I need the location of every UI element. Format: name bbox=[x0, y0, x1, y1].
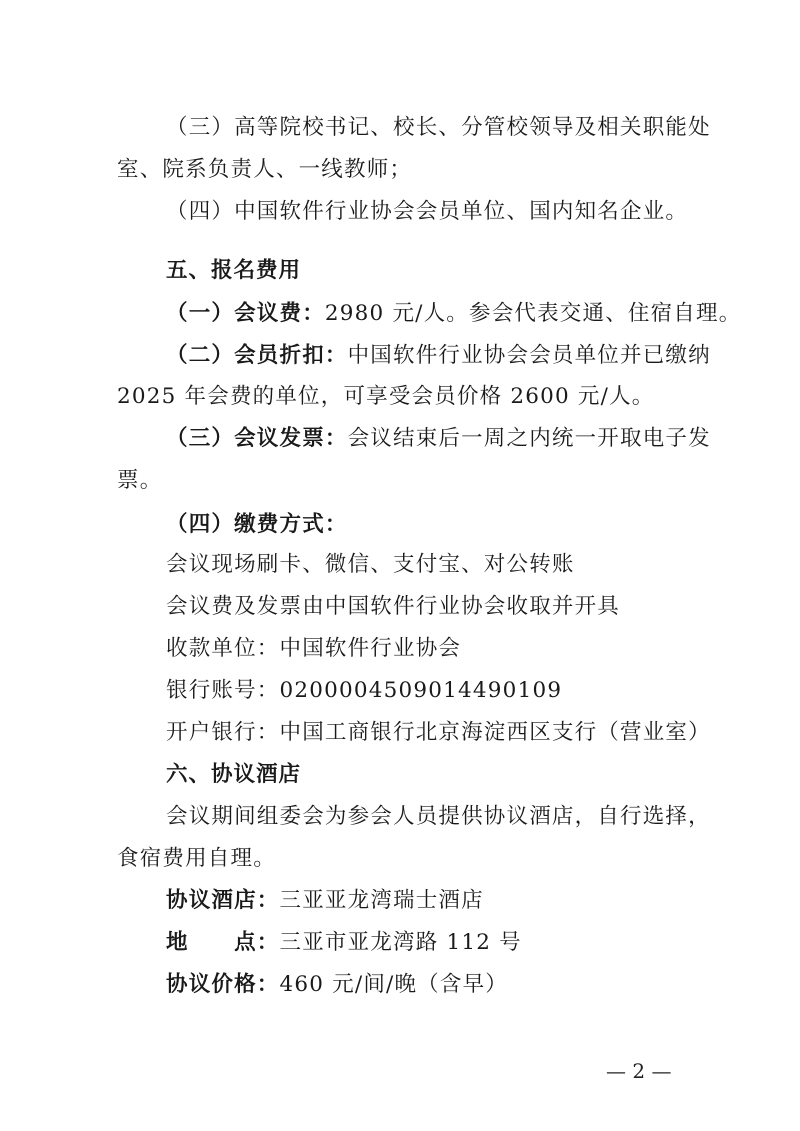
fee-item-2-label: （二）会员折扣： bbox=[166, 343, 348, 368]
payment-methods: 会议现场刷卡、微信、支付宝、对公转账 bbox=[166, 552, 575, 577]
fee-item-4-label: （四）缴费方式： bbox=[166, 512, 348, 537]
bank-account: 银行账号：0200004509014490109 bbox=[166, 678, 563, 703]
hotel-address-value: 三亚市亚龙湾路 112 号 bbox=[279, 930, 522, 955]
fee-item-1 bbox=[166, 299, 741, 329]
hotel-name-value: 三亚亚龙湾瑞士酒店 bbox=[279, 888, 484, 913]
page-number: — 2 — bbox=[606, 1059, 672, 1083]
payee: 收款单位：中国软件行业协会 bbox=[166, 636, 462, 661]
attendee-item-4: （四）中国软件行业协会会员单位、国内知名企业。 bbox=[166, 199, 689, 224]
fee-item-1-text: 2980 元/人。参会代表交通、住宿自理。 bbox=[324, 301, 742, 326]
hotel-name-label: 协议酒店： bbox=[166, 888, 280, 913]
section-6-heading: 六、协议酒店 bbox=[166, 762, 302, 787]
hotel-address-label: 地 点： bbox=[166, 930, 280, 955]
invoice-info: 会议费及发票由中国软件行业协会收取并开具 bbox=[166, 594, 621, 619]
hotel-price-row bbox=[166, 970, 508, 1000]
fee-item-3 bbox=[166, 424, 711, 454]
fee-item-3-text-line-2: 票。 bbox=[117, 468, 163, 493]
fee-item-1-label: （一）会议费： bbox=[166, 301, 325, 326]
hotel-desc-line-1: 会议期间组委会为参会人员提供协议酒店，自行选择， bbox=[166, 804, 711, 829]
hotel-name-row bbox=[166, 886, 484, 916]
fee-item-2-text-line-1: 中国软件行业协会会员单位并已缴纳 bbox=[347, 343, 711, 368]
fee-item-2-text-line-2: 2025 年会费的单位，可享受会员价格 2600 元/人。 bbox=[117, 384, 655, 409]
attendee-item-3-line-1: （三）高等院校书记、校长、分管校领导及相关职能处 bbox=[166, 115, 711, 140]
fee-item-3-text-line-1: 会议结束后一周之内统一开取电子发 bbox=[347, 426, 711, 451]
attendee-item-3-line-2: 室、院系负责人、一线教师； bbox=[117, 157, 413, 182]
hotel-address-row bbox=[166, 928, 522, 958]
fee-item-3-label: （三）会议发票： bbox=[166, 426, 348, 451]
section-5-heading: 五、报名费用 bbox=[166, 258, 302, 283]
hotel-desc-line-2: 食宿费用自理。 bbox=[117, 846, 276, 871]
hotel-price-value: 460 元/间/晚（含早） bbox=[279, 972, 508, 997]
hotel-price-label: 协议价格： bbox=[166, 972, 280, 997]
fee-item-2 bbox=[166, 341, 711, 371]
bank-name: 开户银行：中国工商银行北京海淀西区支行（营业室） bbox=[166, 720, 711, 745]
